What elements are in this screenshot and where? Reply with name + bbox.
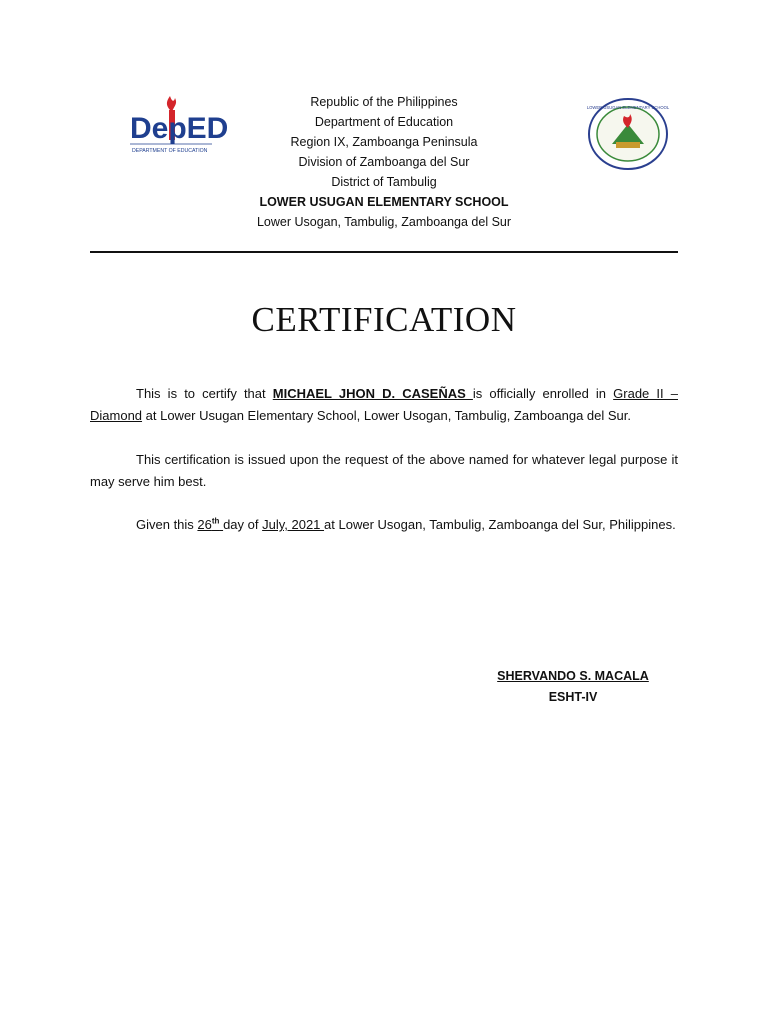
p3-rest: at Lower Usogan, Tambulig, Zamboanga del Sur, Philippines.	[324, 517, 676, 532]
enrollment-paragraph	[90, 383, 678, 427]
deped-logo-text: DepED	[130, 112, 229, 145]
seal-text: LOWER USUGAN ELEMENTARY SCHOOL	[586, 105, 670, 110]
issue-day-suffix: th	[211, 516, 220, 526]
issue-day	[197, 517, 223, 532]
p2-text: This certification is issued upon the request of the above named for whatever legal purpose it may serve him best.	[90, 452, 678, 489]
issue-day-number: 26	[197, 517, 212, 532]
issue-month-year: July, 2021	[262, 517, 325, 532]
p1-mid: is officially enrolled in	[472, 386, 614, 401]
division-line: Division of Zamboanga del Sur	[298, 155, 470, 169]
signatory-name: SHERVANDO S. MACALA	[497, 669, 649, 683]
letterhead	[184, 92, 584, 232]
republic-line: Republic of the Philippines	[310, 95, 458, 109]
date-paragraph	[90, 514, 678, 536]
document-title: CERTIFICATION	[251, 300, 517, 339]
header-divider	[90, 251, 678, 253]
signatory-block	[480, 666, 666, 708]
district-line: District of Tambulig	[331, 175, 437, 189]
p1-rest: at Lower Usugan Elementary School, Lower Usogan, Tambulig, Zamboanga del Sur.	[142, 408, 632, 423]
deped-logo-subtext: DEPARTMENT OF EDUCATION	[132, 148, 208, 154]
p1-lead: This is to certify that	[136, 386, 273, 401]
p3-mid: day of	[223, 517, 263, 532]
purpose-paragraph	[90, 449, 678, 493]
school-seal	[586, 96, 670, 172]
school-name: LOWER USUGAN ELEMENTARY SCHOOL	[259, 195, 509, 209]
signatory-position: ESHT-IV	[548, 690, 598, 704]
department-line: Department of Education	[314, 115, 454, 129]
p3-lead: Given this	[136, 517, 198, 532]
school-address: Lower Usogan, Tambulig, Zamboanga del Sur	[256, 215, 512, 229]
grade-section: Grade II – Diamond	[90, 386, 678, 423]
student-name: MICHAEL JHON D. CASEÑAS	[272, 386, 473, 401]
region-line: Region IX, Zamboanga Peninsula	[290, 135, 478, 149]
